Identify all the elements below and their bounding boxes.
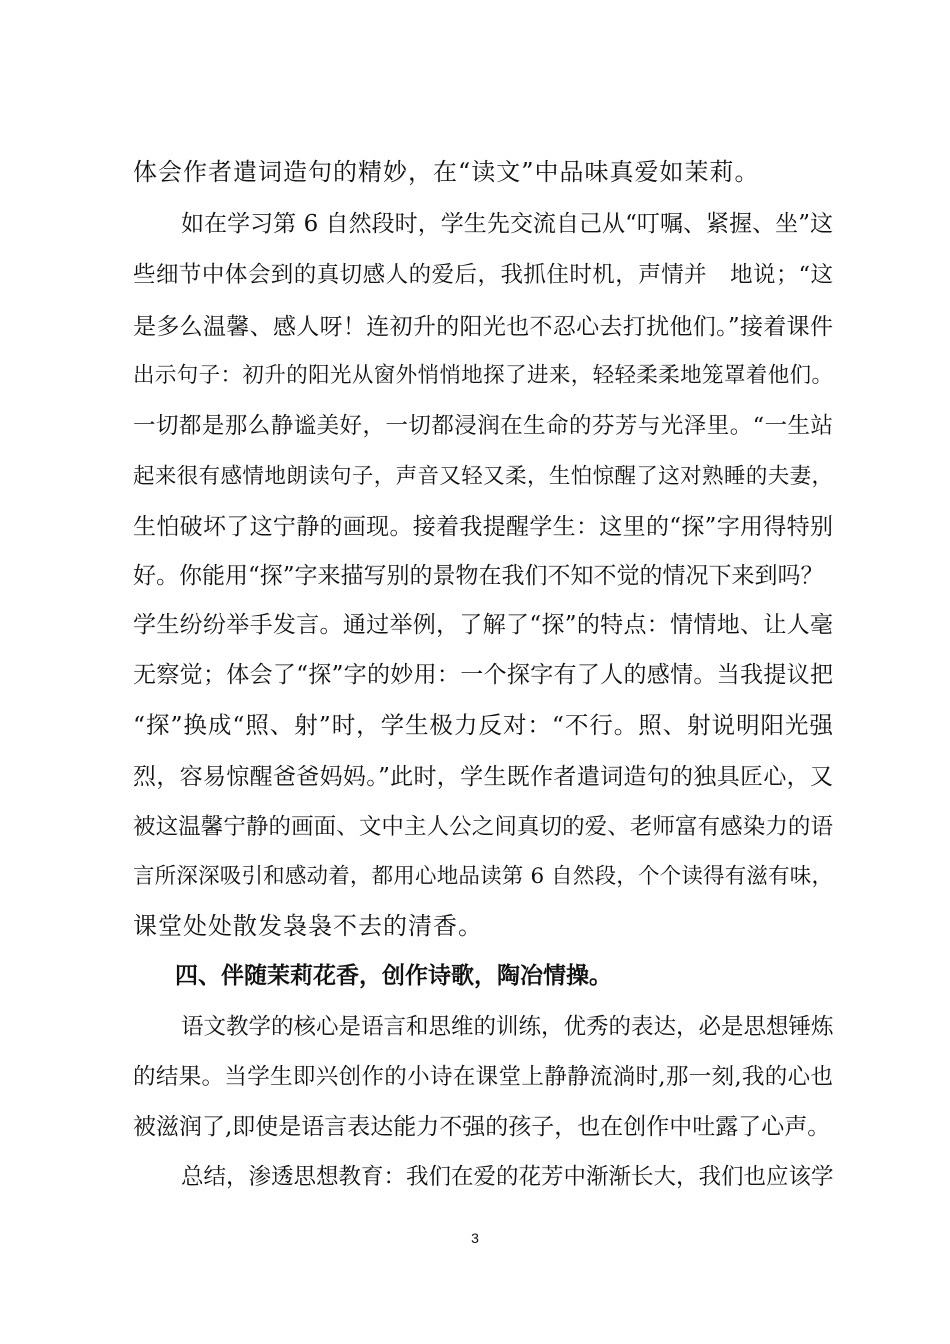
text-line: 言所深深吸引和感动着，都用心地品读第 6 自然段，个个读得有滋有味， <box>133 864 833 889</box>
text-line: “探”换成“照、射”时，学生极力反对：“不行。照、射说明阳光强 <box>133 711 833 739</box>
text-line: 烈，容易惊醒爸爸妈妈。”此时，学生既作者遣词造句的独具匠心，又 <box>133 764 833 790</box>
text-line: 被滋润了,即使是语言表达能力不强的孩子，也在创作中吐露了心声。 <box>133 1114 831 1140</box>
text-line: 总结，渗透思想教育：我们在爱的花芳中渐渐长大，我们也应该学 <box>181 1164 834 1190</box>
text-line: 生怕破坏了这宁静的画现。接着我提醒学生：这里的“探”字用得特别 <box>133 514 833 540</box>
text-line: 起来很有感情地朗读句子，声音又轻又柔，生怕惊醒了这对熟睡的夫妻， <box>133 464 833 489</box>
section-heading: 四、伴随茉莉花香，创作诗歌，陶冶情操。 <box>175 963 612 989</box>
text-line: 无察觉；体会了“探”字的妙用：一个探字有了人的感情。当我提议把 <box>133 662 833 688</box>
text-line: 语文教学的核心是语言和思维的训练，优秀的表达，必是思想锤炼 <box>181 1014 834 1040</box>
text-line: 学生纷纷举手发言。通过举例，了解了“探”的特点：情情地、让人毫 <box>133 612 833 638</box>
text-line: 被这温馨宁静的画面、文中主人公之间真切的爱、老师富有感染力的语 <box>133 814 833 840</box>
text-line: 课堂处处散发袅袅不去的清香。 <box>133 912 483 940</box>
text-line: 是多么温馨、感人呀！连初升的阳光也不忍心去打扰他们。”接着课件 <box>133 314 833 340</box>
text-line: 如在学习第 6 自然段时，学生先交流自己从“叮嘱、紧握、坐”这 <box>181 211 833 237</box>
text-line: 体会作者遣词造句的精妙，在“读文”中品味真爱如茉莉。 <box>133 158 760 186</box>
text-line: 些细节中体会到的真切感人的爱后，我抓住时机，声情并 地说；“这 <box>133 262 833 288</box>
text-line: 出示句子：初升的阳光从窗外悄悄地探了进来，轻轻柔柔地笼罩着他们。 <box>133 363 833 388</box>
text-line: 好。你能用“探”字来描写别的景物在我们不知不觉的情况下来到吗？ <box>133 563 824 589</box>
page-number: 3 <box>471 1230 479 1246</box>
text-line: 的结果。当学生即兴创作的小诗在课堂上静静流淌时,那一刻,我的心也 <box>133 1064 833 1090</box>
text-line: 一切都是那么静谧美好，一切都浸润在生命的芬芳与光泽里。“一生站 <box>133 413 833 439</box>
